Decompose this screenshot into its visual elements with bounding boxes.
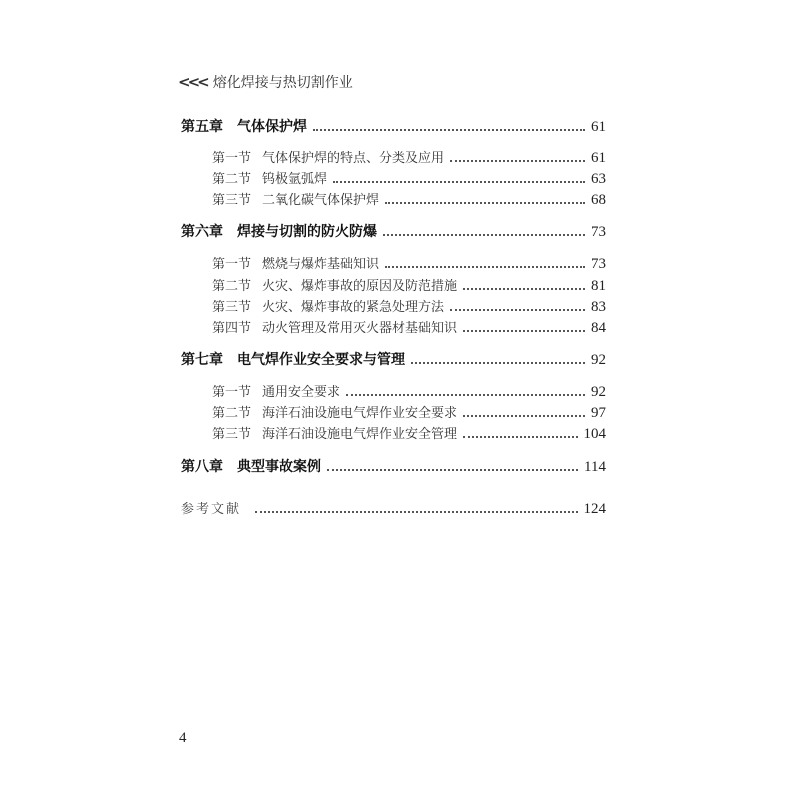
entry-label: 第四节 xyxy=(212,321,252,336)
entry-title: 电气焊作业安全要求与管理 xyxy=(237,352,405,368)
entry-label: 第二节 xyxy=(212,172,252,187)
entry-page-number: 61 xyxy=(591,150,606,166)
entry-title: 二氧化碳气体保护焊 xyxy=(262,193,380,208)
entry-page-number: 104 xyxy=(583,426,606,442)
toc-section-entry[interactable] xyxy=(212,317,606,337)
dot-leader xyxy=(411,362,585,364)
entry-label: 第一节 xyxy=(212,257,252,272)
chevrons-icon: <<< xyxy=(178,73,207,91)
book-title: 熔化焊接与热切割作业 xyxy=(212,75,353,91)
entry-title: 海洋石油设施电气焊作业安全要求 xyxy=(262,406,458,421)
entry-title: 通用安全要求 xyxy=(262,385,341,400)
entry-title: 气体保护焊的特点、分类及应用 xyxy=(262,151,445,166)
entry-page-number: 81 xyxy=(591,278,606,294)
entry-title: 海洋石油设施电气焊作业安全管理 xyxy=(262,427,458,442)
entry-page-number: 114 xyxy=(584,459,606,475)
toc-section-entry[interactable] xyxy=(212,275,606,295)
toc-section-entry[interactable] xyxy=(212,296,606,316)
entry-title: 钨极氩弧焊 xyxy=(262,172,328,187)
entry-page-number: 92 xyxy=(591,352,606,368)
entry-label: 第八章 xyxy=(181,459,223,475)
entry-page-number: 92 xyxy=(591,384,606,400)
entry-title: 火灾、爆炸事故的原因及防范措施 xyxy=(262,279,458,294)
entry-title: 参考文献 xyxy=(181,502,242,517)
entry-label: 第三节 xyxy=(212,300,252,315)
dot-leader xyxy=(463,288,585,290)
toc-chapter-entry[interactable] xyxy=(181,116,606,136)
entry-label: 第三节 xyxy=(212,193,252,208)
dot-leader xyxy=(463,415,585,417)
dot-leader xyxy=(463,436,577,438)
toc-section-entry[interactable] xyxy=(212,189,606,209)
toc-section-entry[interactable] xyxy=(212,423,606,443)
entry-label: 第三节 xyxy=(212,427,252,442)
entry-title: 火灾、爆炸事故的紧急处理方法 xyxy=(262,300,445,315)
entry-page-number: 84 xyxy=(591,320,606,336)
toc-references-entry[interactable] xyxy=(181,498,606,518)
dot-leader xyxy=(383,234,585,236)
entry-page-number: 68 xyxy=(591,192,606,208)
entry-page-number: 73 xyxy=(591,256,606,272)
dot-leader xyxy=(313,129,585,131)
page-number: 4 xyxy=(179,730,187,746)
toc-chapter-entry[interactable] xyxy=(181,349,606,369)
dot-leader xyxy=(385,266,585,268)
entry-title: 典型事故案例 xyxy=(237,459,321,475)
toc-section-entry[interactable] xyxy=(212,402,606,422)
entry-label: 第一节 xyxy=(212,151,252,166)
entry-title: 燃烧与爆炸基础知识 xyxy=(262,257,380,272)
entry-label: 第五章 xyxy=(181,119,223,135)
toc-section-entry[interactable] xyxy=(212,253,606,273)
entry-page-number: 63 xyxy=(591,171,606,187)
entry-label: 第二节 xyxy=(212,279,252,294)
dot-leader xyxy=(255,511,577,513)
dot-leader xyxy=(346,394,585,396)
entry-page-number: 83 xyxy=(591,299,606,315)
dot-leader xyxy=(385,202,585,204)
toc-chapter-entry[interactable] xyxy=(181,221,606,241)
running-header xyxy=(178,72,353,92)
entry-label: 第一节 xyxy=(212,385,252,400)
dot-leader xyxy=(327,469,578,471)
entry-page-number: 73 xyxy=(591,224,606,240)
entry-label: 第六章 xyxy=(181,224,223,240)
dot-leader xyxy=(333,181,585,183)
toc-section-entry[interactable] xyxy=(212,147,606,167)
entry-title: 气体保护焊 xyxy=(237,119,307,135)
toc-chapter-entry[interactable] xyxy=(181,456,606,476)
dot-leader xyxy=(450,160,585,162)
toc-section-entry[interactable] xyxy=(212,381,606,401)
entry-label: 第七章 xyxy=(181,352,223,368)
entry-page-number: 97 xyxy=(591,405,606,421)
dot-leader xyxy=(463,330,585,332)
entry-title: 动火管理及常用灭火器材基础知识 xyxy=(262,321,458,336)
toc-section-entry[interactable] xyxy=(212,168,606,188)
dot-leader xyxy=(450,309,585,311)
entry-title: 焊接与切割的防火防爆 xyxy=(237,224,377,240)
entry-page-number: 61 xyxy=(591,119,606,135)
entry-page-number: 124 xyxy=(583,501,606,517)
entry-label: 第二节 xyxy=(212,406,252,421)
